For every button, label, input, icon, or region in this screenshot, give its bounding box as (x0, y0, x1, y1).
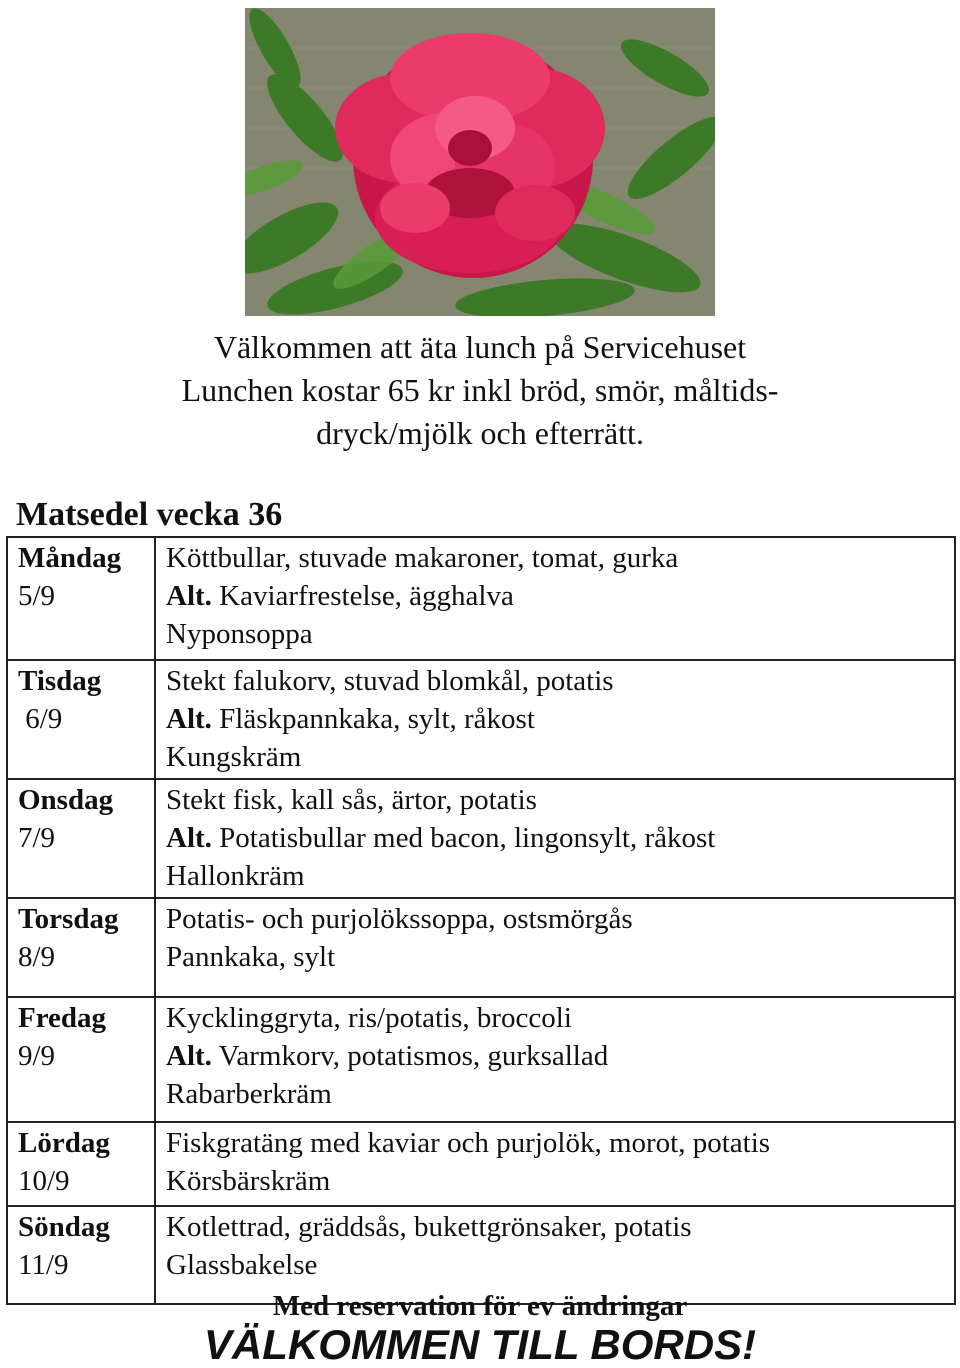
menu-row-monday (7, 537, 955, 660)
day-date: 8/9 (18, 941, 56, 973)
day-cell (7, 898, 155, 997)
dish-line: Köttbullar, stuvade makaroner, tomat, gurka (166, 542, 679, 574)
dish-cell (155, 537, 955, 660)
menu-row-saturday (7, 1122, 955, 1206)
day-name: Torsdag (18, 903, 119, 935)
dish-line-alt: Alt. Fläskpannkaka, sylt, råkost (166, 703, 535, 735)
menu-row-tuesday (7, 660, 955, 779)
day-name: Måndag (18, 542, 122, 574)
dessert-line: Körsbärskräm (166, 1165, 331, 1197)
day-name: Tisdag (18, 665, 102, 697)
intro-line-3: dryck/mjölk och efterrätt. (316, 415, 644, 451)
dessert-line: Kungskräm (166, 741, 302, 773)
intro-text (0, 326, 960, 455)
dish-line-alt: Alt. Varmkorv, potatismos, gurksallad (166, 1040, 609, 1072)
peony-flower-image (245, 8, 715, 316)
day-date: 5/9 (18, 580, 56, 612)
menu-table (6, 536, 956, 1305)
menu-row-thursday (7, 898, 955, 997)
peony-flower-photo (245, 8, 715, 316)
day-cell (7, 1122, 155, 1206)
intro-line-2: Lunchen kostar 65 kr inkl bröd, smör, måltids- (181, 372, 779, 408)
dessert-line: Nyponsoppa (166, 618, 313, 650)
day-cell (7, 537, 155, 660)
dessert-line: Rabarberkräm (166, 1078, 332, 1110)
day-date: 9/9 (18, 1040, 56, 1072)
day-cell (7, 660, 155, 779)
welcome-banner: VÄLKOMMEN TILL BORDS! (203, 1321, 757, 1368)
alt-label: Alt. (166, 703, 212, 735)
alt-label: Alt. (166, 1040, 212, 1072)
menu-heading: Matsedel vecka 36 (16, 496, 283, 533)
dish-cell (155, 660, 955, 779)
dish-line-alt: Alt. Potatisbullar med bacon, lingonsylt, råkost (166, 822, 716, 854)
day-cell (7, 997, 155, 1122)
reservation-note: Med reservation för ev ändringar (272, 1290, 688, 1322)
dessert-line: Hallonkräm (166, 860, 305, 892)
menu-row-wednesday (7, 779, 955, 898)
dish-cell (155, 997, 955, 1122)
dessert-line: Glassbakelse (166, 1249, 318, 1281)
dish-line: Fiskgratäng med kaviar och purjolök, morot, potatis (166, 1127, 771, 1159)
dish-line: Kycklinggryta, ris/potatis, broccoli (166, 1002, 572, 1034)
day-name: Fredag (18, 1002, 107, 1034)
alt-label: Alt. (166, 822, 212, 854)
menu-row-friday (7, 997, 955, 1122)
day-name: Söndag (18, 1211, 110, 1243)
day-name: Lördag (18, 1127, 110, 1159)
day-name: Onsdag (18, 784, 114, 816)
dish-line: Kotlettrad, gräddsås, bukettgrönsaker, potatis (166, 1211, 692, 1243)
dish-line: Stekt fisk, kall sås, ärtor, potatis (166, 784, 537, 816)
intro-line-1: Välkommen att äta lunch på Servicehuset (213, 329, 747, 365)
dish-line: Potatis- och purjolökssoppa, ostsmörgås (166, 903, 633, 935)
dish-cell (155, 1122, 955, 1206)
dish-cell (155, 779, 955, 898)
dessert-line: Pannkaka, sylt (166, 941, 336, 973)
day-date: 10/9 (18, 1165, 70, 1197)
day-cell (7, 779, 155, 898)
day-date: 6/9 (18, 703, 63, 735)
dish-line: Stekt falukorv, stuvad blomkål, potatis (166, 665, 614, 697)
alt-label: Alt. (166, 580, 212, 612)
dish-line-alt: Alt. Kaviarfrestelse, ägghalva (166, 580, 514, 612)
dish-cell (155, 898, 955, 997)
day-date: 11/9 (18, 1249, 69, 1281)
day-date: 7/9 (18, 822, 56, 854)
